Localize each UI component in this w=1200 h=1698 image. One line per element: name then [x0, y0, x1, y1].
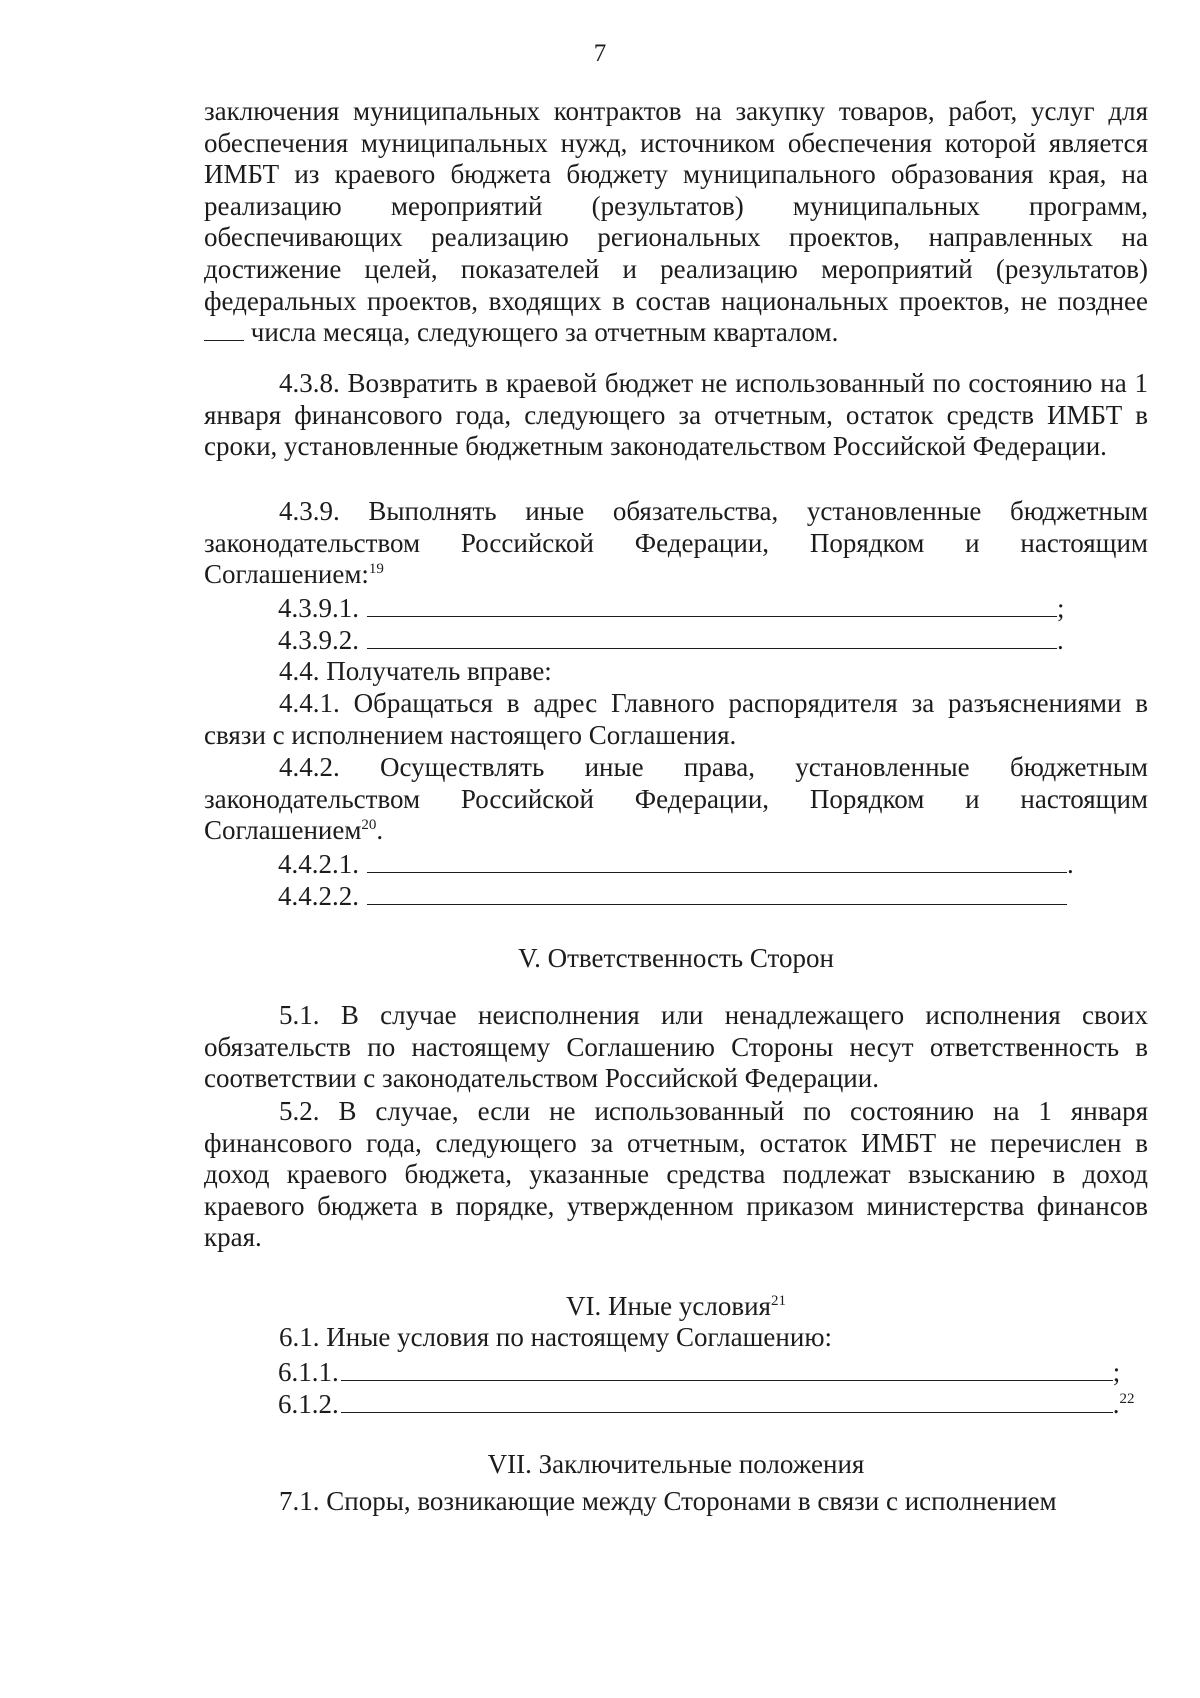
section-heading-6-text: VI. Иные условия — [566, 1291, 771, 1321]
clause-6-1-1 — [278, 1356, 1120, 1388]
clause-4-3-9-1 — [278, 592, 1065, 624]
paragraph-4-4-2 — [204, 752, 1148, 847]
paragraph-4-3-8: 4.3.8. Возвратить в краевой бюджет не использованный по состоянию на 1 января финансового года, следующего за отчетным, остаток средств ИМБТ в сроки, установленные бюджетным законодательством Российской Федерации. — [204, 368, 1148, 462]
clause-end: . — [1112, 1389, 1120, 1419]
clause-end: ; — [1112, 1357, 1121, 1387]
footnote-ref-22: 22 — [1119, 1391, 1135, 1407]
paragraph-4-4-2-text: 4.4.2. Осуществлять иные права, установленные бюджетным законодательством Российской Федерации, Порядком и настоящим Соглашением — [204, 752, 1148, 846]
section-heading-7: VII. Заключительные положения — [487, 1449, 865, 1479]
footnote-ref-20: 20 — [361, 817, 377, 834]
clause-end: . — [1067, 849, 1074, 879]
paragraph-4-3-7-text: заключения муниципальных контрактов на закупку товаров, работ, услуг для обеспечения муниципальных нужд, источником обеспечения которой является ИМБТ из краевого бюджета бюджету муниципального образования края, на реализацию мероприятий (результатов) муниципальных программ, обеспечивающих реализацию региональных проектов, направленных на достижение целей, показателей и реализацию мероприятий (результатов) федеральных проектов, входящих в состав национальных проектов, не позднее — [204, 96, 1148, 316]
blank-day-field — [204, 320, 244, 341]
paragraph-4-4-1: 4.4.1. Обращаться в адрес Главного распорядителя за разъяснениями в связи с исполнением настоящего Соглашения. — [204, 688, 1148, 750]
clause-4-3-9-2 — [278, 624, 1064, 656]
clause-number: 4.4.2.2. — [278, 881, 359, 911]
paragraph-4-3-7-continued — [204, 96, 1148, 349]
page-number: 7 — [593, 40, 607, 67]
paragraph-4-3-9 — [204, 496, 1148, 591]
clause-end: . — [1057, 625, 1064, 655]
paragraph-7-1: 7.1. Споры, возникающие между Сторонами в связи с исполнением — [279, 1486, 1057, 1516]
blank-line — [341, 1358, 1113, 1381]
blank-line — [367, 626, 1057, 649]
footnote-ref-21: 21 — [770, 1293, 786, 1309]
blank-line — [367, 850, 1067, 873]
clause-number: 6.1.1. — [278, 1357, 339, 1387]
clause-end: ; — [1057, 593, 1065, 623]
paragraph-4-4-2-end: . — [376, 815, 384, 846]
clause-number: 4.3.9.1. — [278, 593, 359, 623]
section-heading-6 — [204, 1290, 1148, 1322]
footnote-ref-19: 19 — [368, 561, 384, 578]
paragraph-6-1: 6.1. Иные условия по настоящему Соглашению: — [279, 1322, 832, 1352]
clause-4-4-2-2 — [278, 880, 1067, 912]
paragraph-4-3-7-tail: числа месяца, следующего за отчетным кварталом. — [250, 317, 839, 348]
blank-line — [367, 882, 1067, 905]
clause-4-4-2-1 — [278, 848, 1074, 880]
paragraph-4-4: 4.4. Получатель вправе: — [279, 656, 552, 686]
section-heading-5: V. Ответственность Сторон — [518, 943, 834, 973]
clause-6-1-2 — [278, 1388, 1135, 1420]
clause-number: 6.1.2. — [278, 1389, 339, 1419]
blank-line — [367, 594, 1057, 617]
paragraph-4-3-9-text: 4.3.9. Выполнять иные обязательства, установленные бюджетным законодательством Российской Федерации, Порядком и настоящим Соглашением: — [204, 496, 1148, 590]
clause-number: 4.3.9.2. — [278, 625, 359, 655]
paragraph-5-1: 5.1. В случае неисполнения или ненадлежащего исполнения своих обязательств по настоящему Соглашению Стороны несут ответственность в соответствии с законодательством Российской Федерации. — [204, 1000, 1148, 1094]
blank-line — [341, 1390, 1113, 1413]
clause-number: 4.4.2.1. — [278, 849, 359, 879]
paragraph-5-2: 5.2. В случае, если не использованный по состоянию на 1 января финансового года, следующего за отчетным, остаток ИМБТ не перечислен в доход краевого бюджета, указанные средства подлежат взысканию в доход краевого бюджета в порядке, утвержденном приказом министерства финансов края. — [204, 1096, 1148, 1253]
